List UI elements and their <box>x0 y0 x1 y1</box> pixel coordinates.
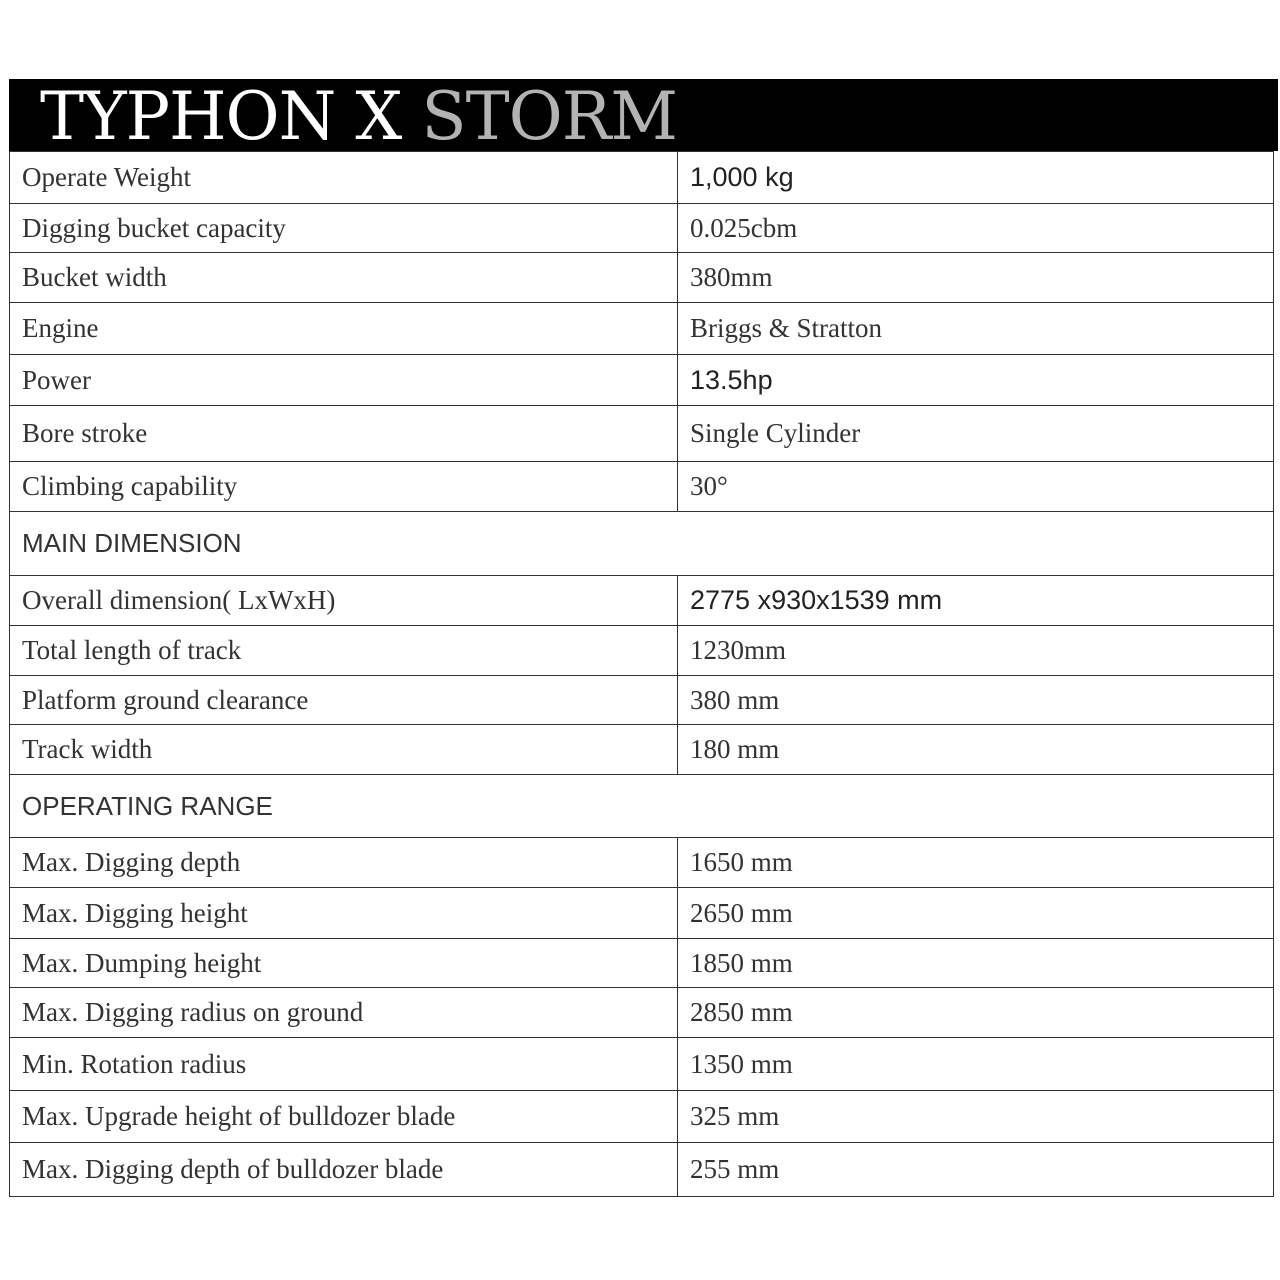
spec-row <box>10 1091 1274 1143</box>
spec-label: Max. Digging height <box>10 888 678 939</box>
spec-value: 380mm <box>678 253 1274 303</box>
spec-value: 380 mm <box>678 676 1274 725</box>
spec-label: Overall dimension( LxWxH) <box>10 576 678 626</box>
spec-value: 1230mm <box>678 626 1274 676</box>
spec-value: Single Cylinder <box>678 406 1274 462</box>
spec-value: 1350 mm <box>678 1038 1274 1091</box>
spec-label: Operate Weight <box>10 152 678 204</box>
spec-label: Power <box>10 355 678 406</box>
spec-row <box>10 462 1274 512</box>
spec-value: 180 mm <box>678 725 1274 775</box>
spec-label: Track width <box>10 725 678 775</box>
spec-row <box>10 888 1274 939</box>
title-part-2: STORM <box>421 78 677 155</box>
spec-label: Total length of track <box>10 626 678 676</box>
spec-row <box>10 988 1274 1038</box>
spec-value: 1,000 kg <box>678 152 1274 204</box>
spec-row <box>10 1038 1274 1091</box>
spec-label: Digging bucket capacity <box>10 204 678 253</box>
spec-value: 1850 mm <box>678 939 1274 988</box>
spec-row <box>10 303 1274 355</box>
spec-row <box>10 725 1274 775</box>
spec-row <box>10 676 1274 725</box>
spec-value: 1650 mm <box>678 838 1274 888</box>
spec-label: Climbing capability <box>10 462 678 512</box>
spec-label: Bucket width <box>10 253 678 303</box>
spec-label: Platform ground clearance <box>10 676 678 725</box>
spec-value: 13.5hp <box>678 355 1274 406</box>
spec-row <box>10 253 1274 303</box>
spec-table <box>9 151 1274 1197</box>
spec-value: 325 mm <box>678 1091 1274 1143</box>
spec-label: Max. Digging depth <box>10 838 678 888</box>
title-part-1: TYPHON X <box>40 78 402 155</box>
spec-row <box>10 576 1274 626</box>
spec-row <box>10 626 1274 676</box>
spec-label: Bore stroke <box>10 406 678 462</box>
spec-row <box>10 1143 1274 1197</box>
spec-row <box>10 355 1274 406</box>
title-banner <box>9 78 1278 155</box>
spec-value: 2850 mm <box>678 988 1274 1038</box>
spec-value: 255 mm <box>678 1143 1274 1197</box>
section-header-row <box>10 775 1274 838</box>
spec-label: Min. Rotation radius <box>10 1038 678 1091</box>
spec-label: Max. Digging depth of bulldozer blade <box>10 1143 678 1197</box>
spec-row <box>10 204 1274 253</box>
section-header: MAIN DIMENSION <box>10 512 1274 576</box>
spec-label: Max. Digging radius on ground <box>10 988 678 1038</box>
spec-row <box>10 152 1274 204</box>
spec-value: 2775 x930x1539 mm <box>678 576 1274 626</box>
spec-value: 0.025cbm <box>678 204 1274 253</box>
spec-label: Engine <box>10 303 678 355</box>
spec-row <box>10 406 1274 462</box>
spec-table-body <box>10 152 1274 1197</box>
spec-value: 2650 mm <box>678 888 1274 939</box>
page-title <box>40 78 677 155</box>
spec-row <box>10 939 1274 988</box>
section-header: OPERATING RANGE <box>10 775 1274 838</box>
spec-row <box>10 838 1274 888</box>
section-header-row <box>10 512 1274 576</box>
spec-label: Max. Upgrade height of bulldozer blade <box>10 1091 678 1143</box>
spec-value: 30° <box>678 462 1274 512</box>
spec-label: Max. Dumping height <box>10 939 678 988</box>
spec-value: Briggs & Stratton <box>678 303 1274 355</box>
